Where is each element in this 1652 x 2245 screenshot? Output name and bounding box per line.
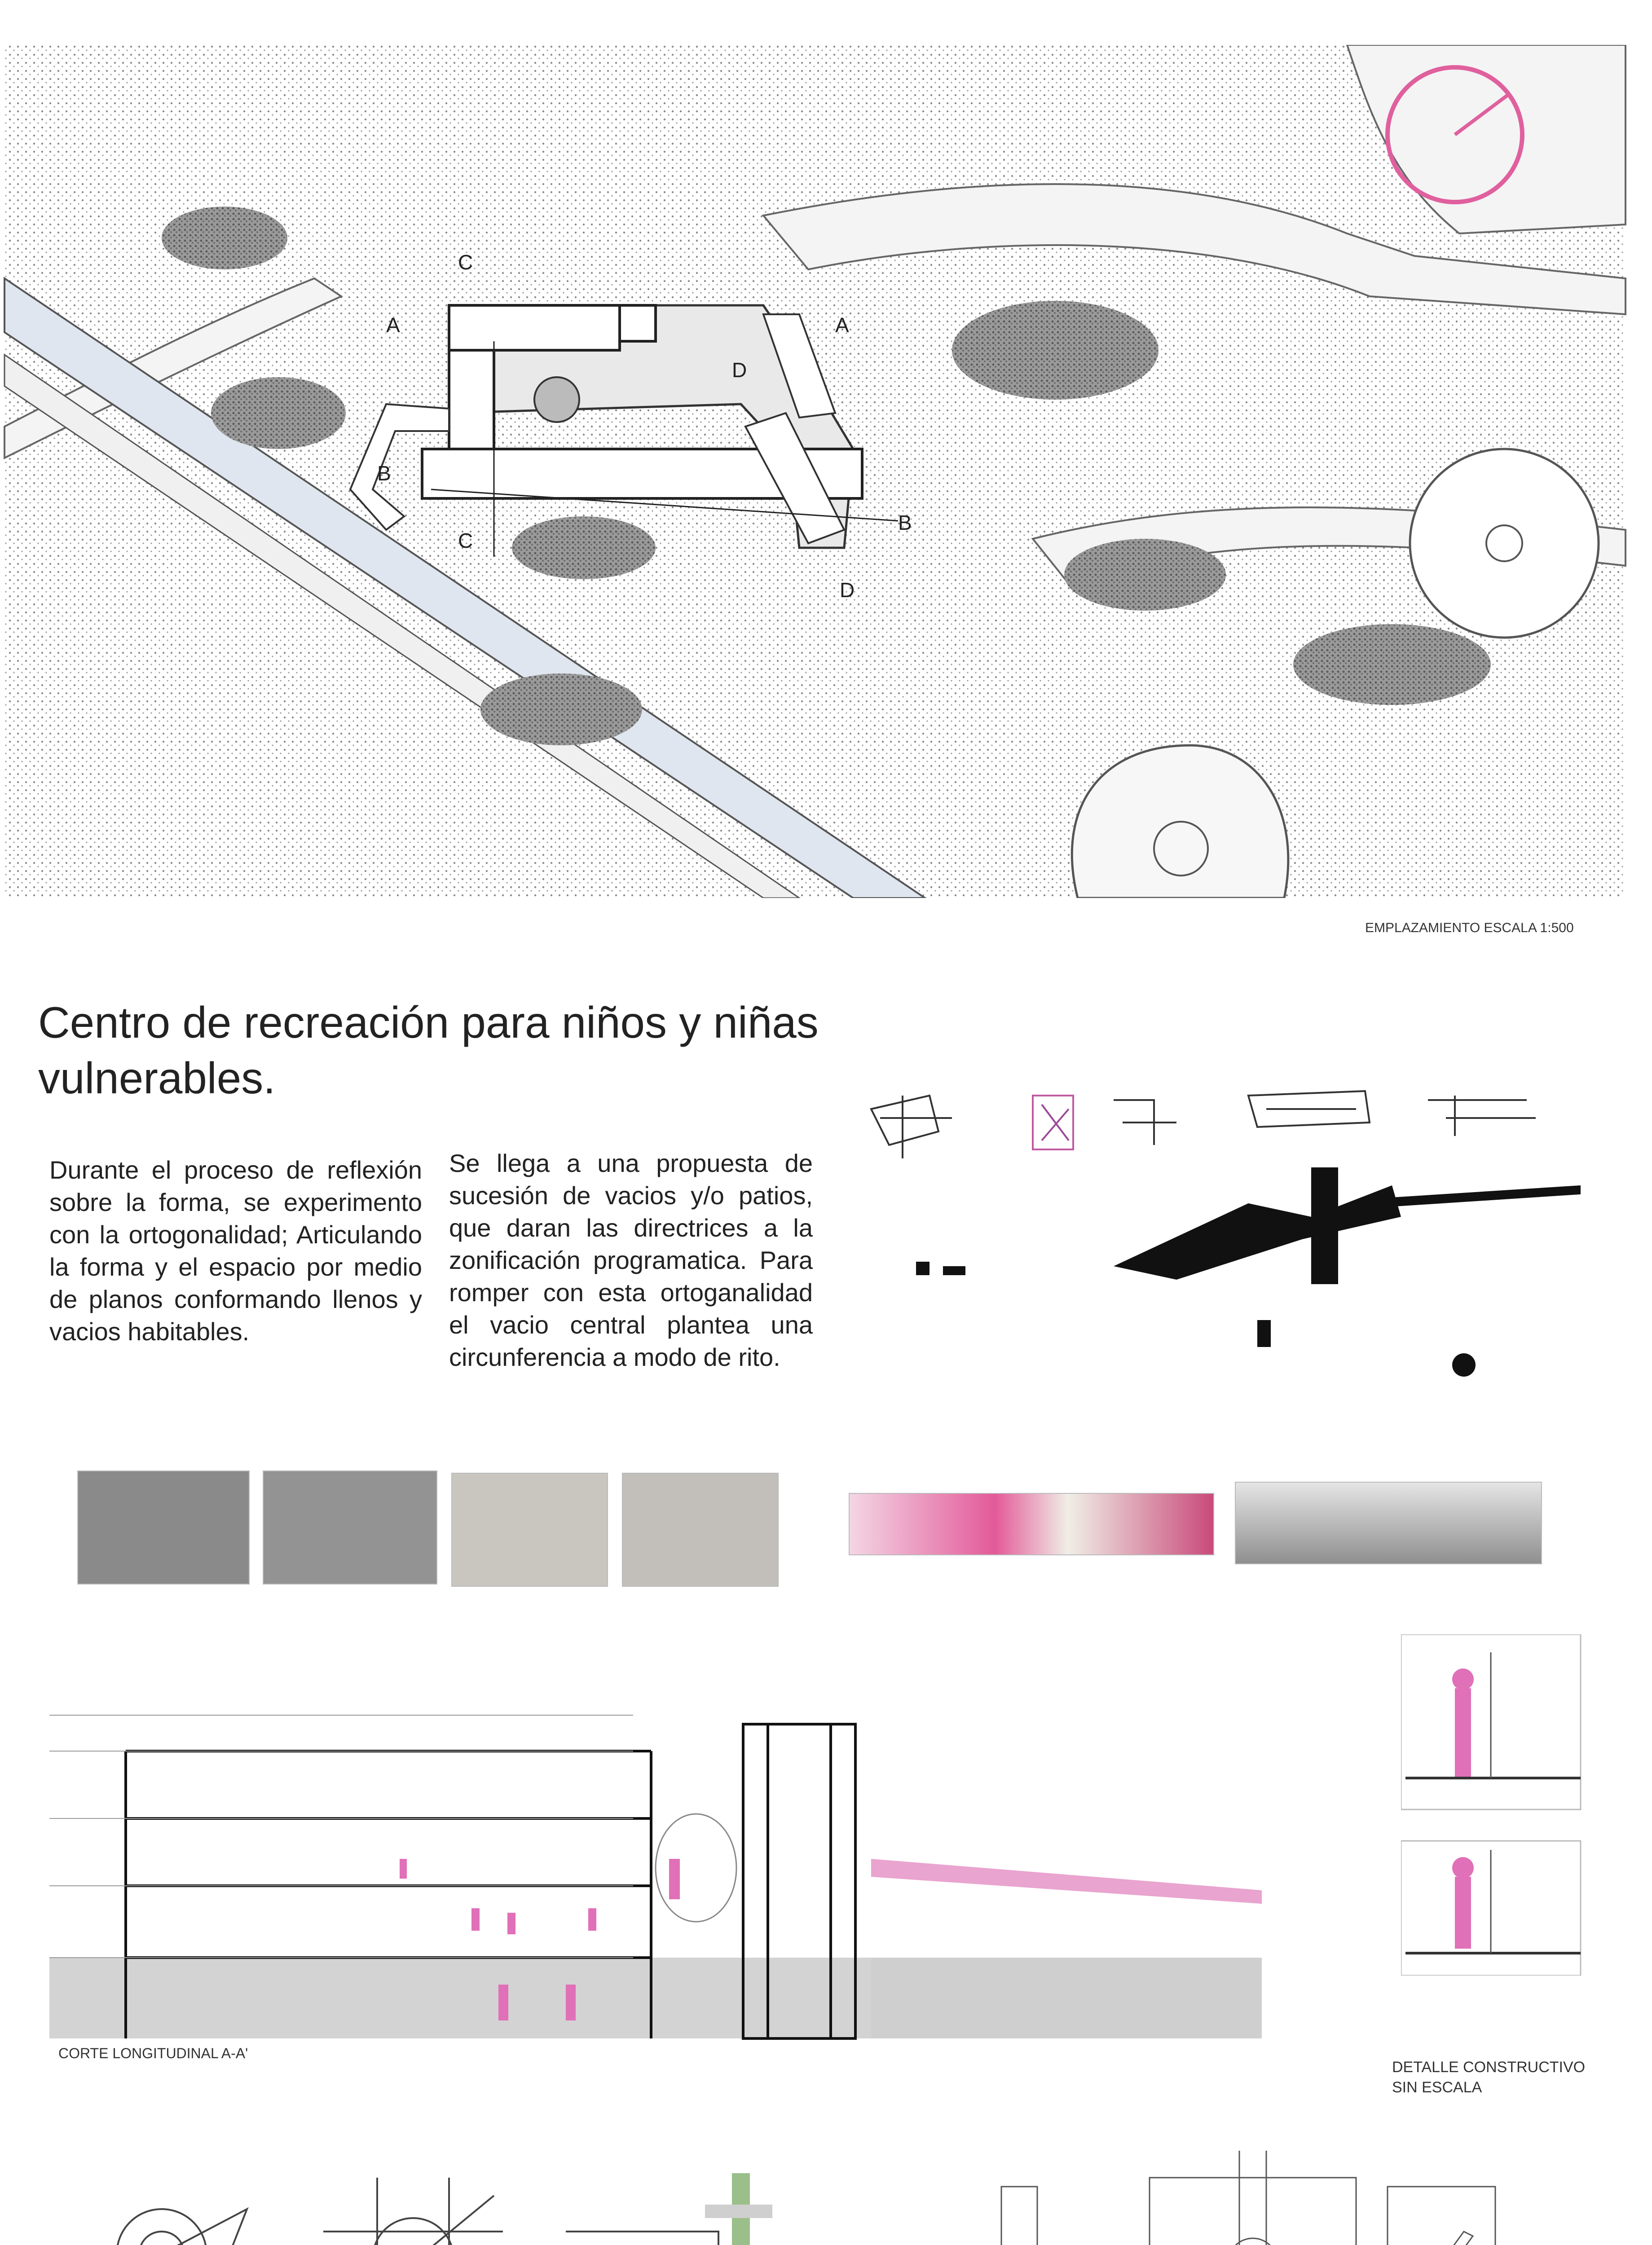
section-caption: CORTE LONGITUDINAL A-A': [58, 2045, 248, 2061]
model-photo-2: [263, 1470, 437, 1585]
intro-paragraph-right: Se llega a una propuesta de sucesión de vacios y/o patios, que daran las directrices a la zonificación programatica. Para romper con esta ortoganalidad el vacio central plantea una circunferencia a modo de rito.: [449, 1149, 813, 1371]
model-photo-3: [451, 1473, 608, 1587]
section-mark-d-top: D: [732, 358, 747, 382]
section-mark-a-right: A: [835, 313, 849, 337]
model-photo-4: [622, 1473, 779, 1587]
intro-paragraph-left: Durante el proceso de reflexión sobre la forma, se experimento con la ortogonalidad; Articulando la forma y el espacio por medio de planos conformando llenos y vacios habitables.: [49, 1156, 422, 1346]
section-mark-b-right: B: [898, 511, 912, 534]
section-mark-a-left: A: [386, 313, 400, 337]
longitudinal-section: [49, 1697, 1262, 2101]
reference-collage-pink: [849, 1493, 1214, 1555]
detail-caption-line2: SIN ESCALA: [1392, 2079, 1482, 2096]
concept-diagrams: [90, 2151, 1527, 2245]
site-plan-drawing: [0, 45, 1652, 898]
site-plan-scale-caption: EMPLAZAMIENTO ESCALA 1:500: [1365, 920, 1574, 935]
section-mark-c-top: C: [458, 251, 473, 274]
reference-photo-buildings: [1235, 1482, 1542, 1564]
section-mark-c-bottom: C: [458, 529, 473, 552]
project-title: Centro de recreación para niños y niñas vulnerables.: [38, 998, 819, 1103]
site-plan: [0, 45, 1652, 898]
process-sketches: [862, 1069, 1626, 1410]
section-mark-d-bottom: D: [840, 578, 855, 602]
model-photo-1: [77, 1470, 250, 1585]
detail-caption-line1: DETALLE CONSTRUCTIVO: [1392, 2059, 1586, 2076]
section-mark-b-left: B: [377, 462, 391, 485]
construction-details: [1401, 1634, 1590, 1976]
